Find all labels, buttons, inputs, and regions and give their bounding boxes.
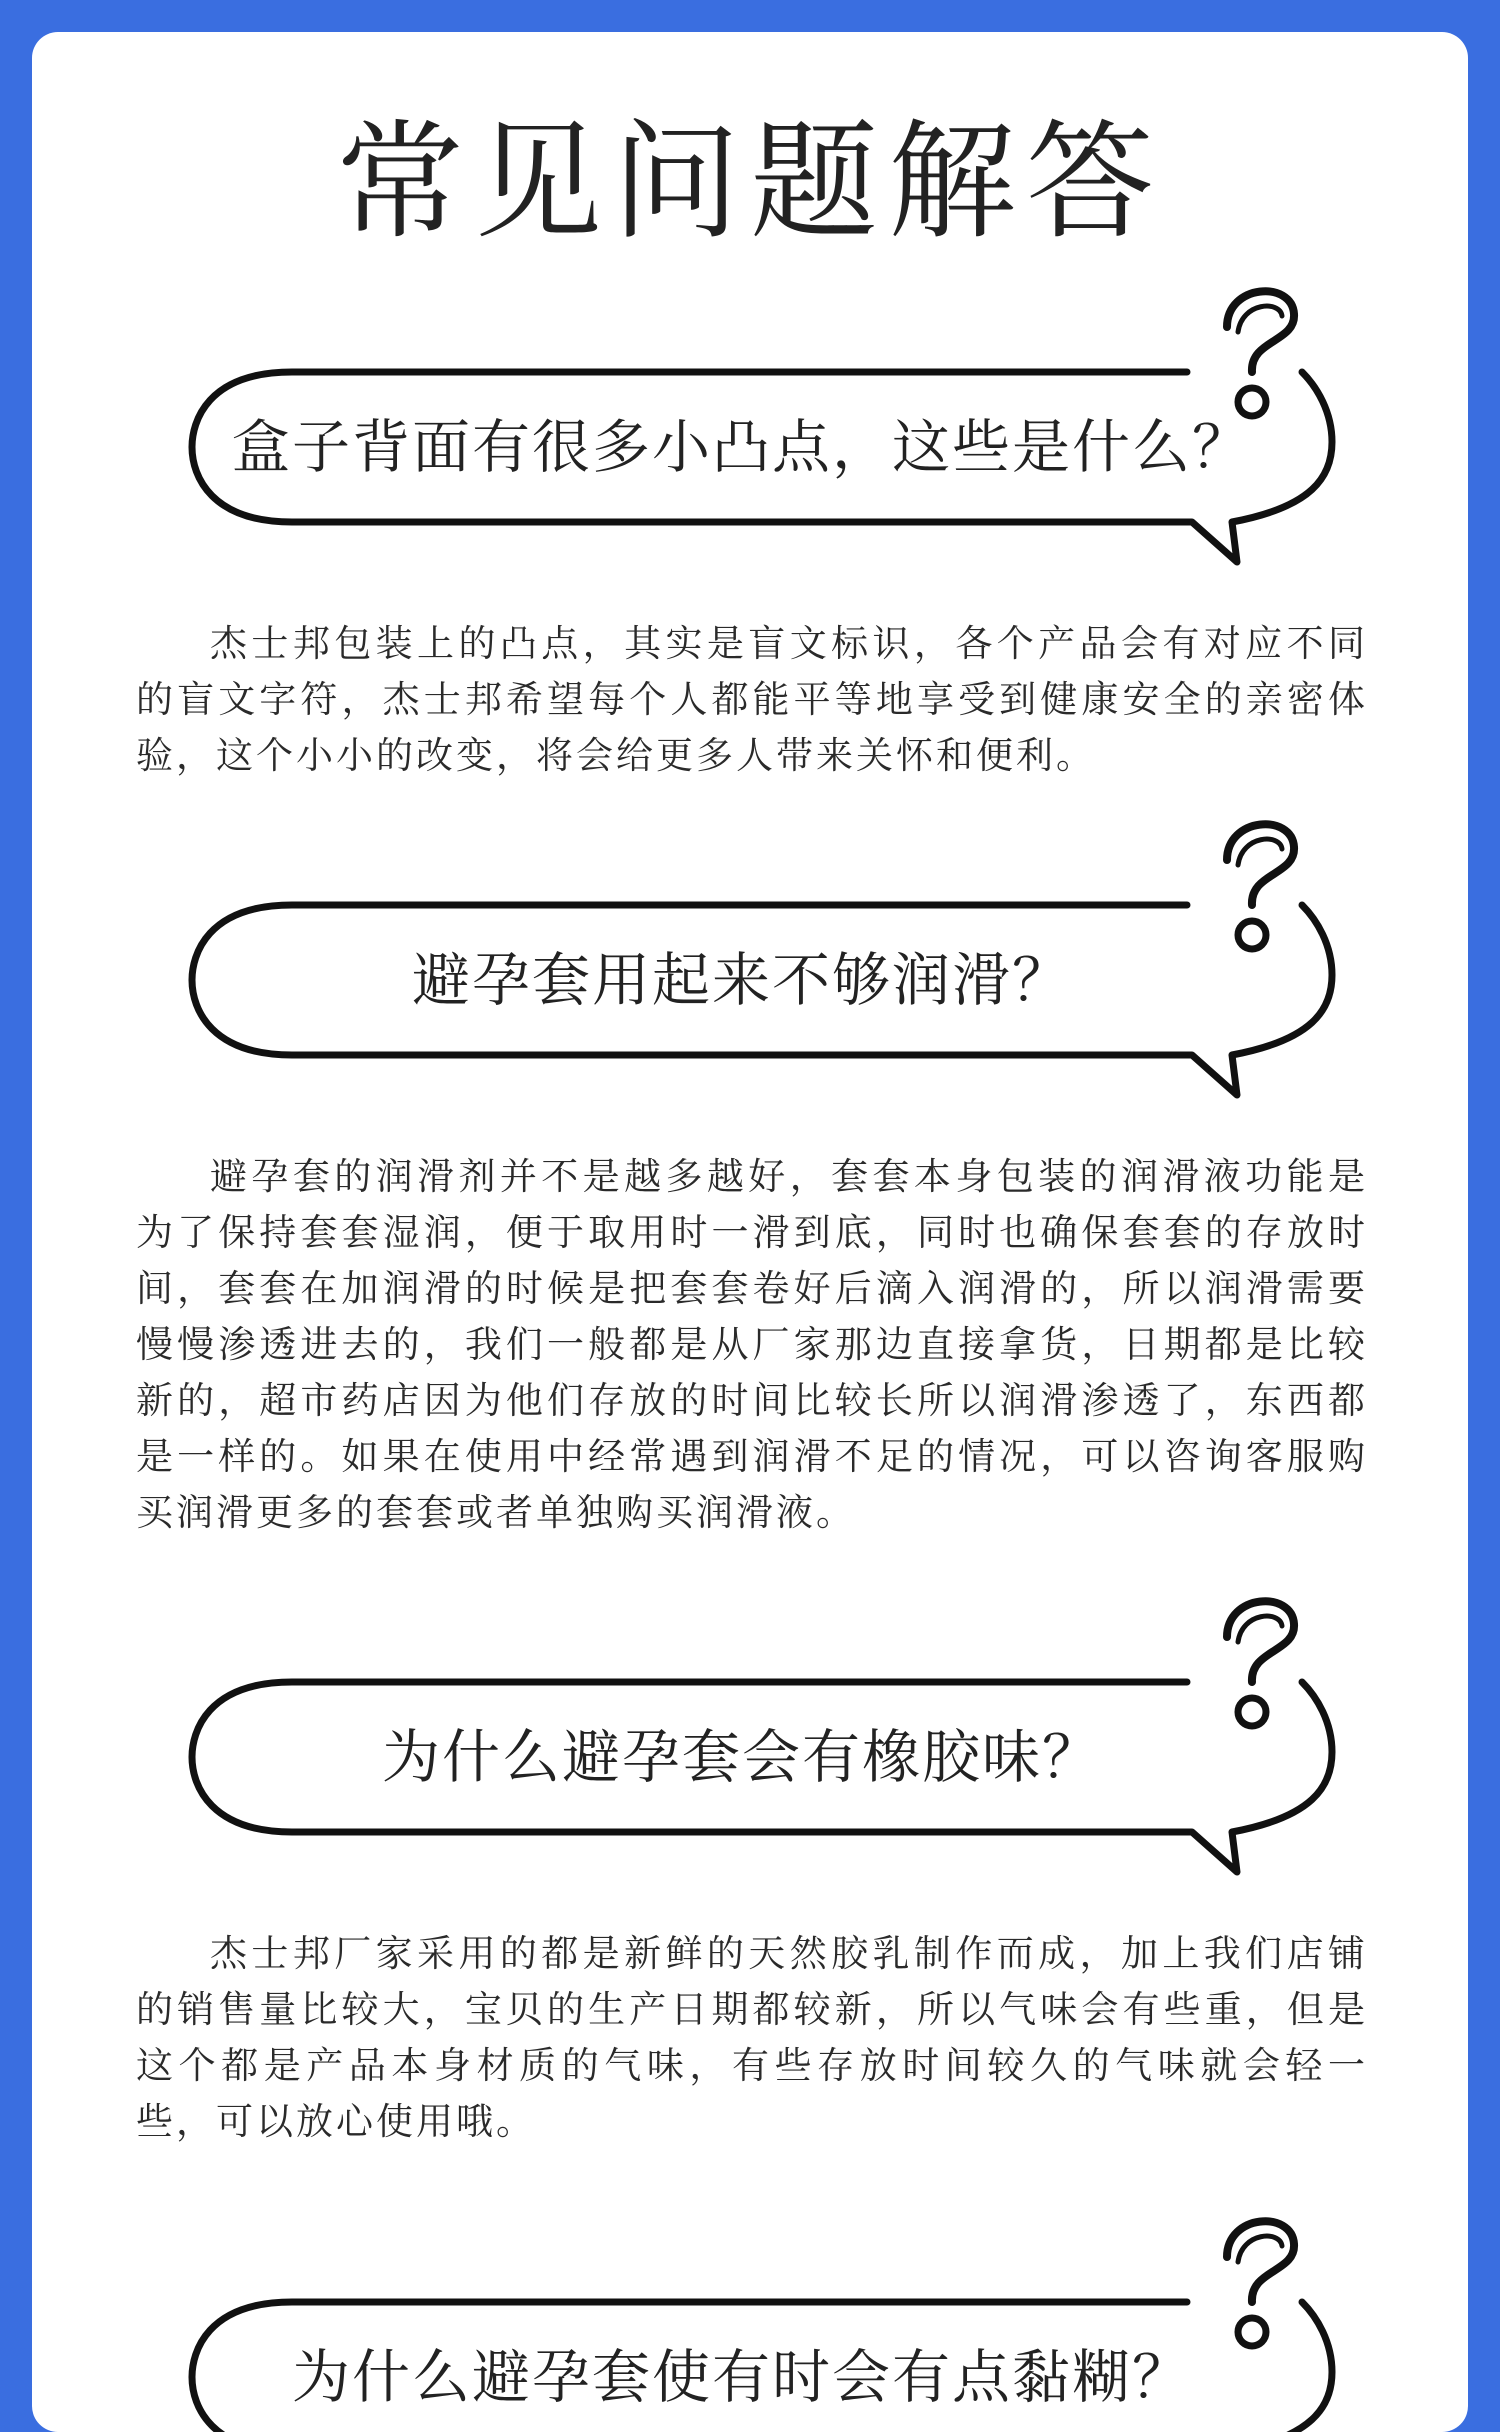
faq-question: 避孕套用起来不够润滑？ xyxy=(411,946,1072,1014)
question-mark-icon xyxy=(1227,291,1294,416)
question-mark-icon xyxy=(1227,1601,1294,1726)
speech-bubble xyxy=(152,805,1352,1065)
speech-bubble-outline xyxy=(152,272,1352,532)
faq-card xyxy=(32,32,1468,2432)
faq-answer: 杰士邦厂家采用的都是新鲜的天然胶乳制作而成，加上我们店铺的销售量比较大，宝贝的生产日期都较新，所以气味会有些重，但是这个都是产品本身材质的气味，有些存放时间较久的气味就会轻一些，可以放心使用哦。 xyxy=(136,1932,1368,2143)
faq-question: 为什么避孕套会有橡胶味？ xyxy=(381,1723,1102,1791)
page-title: 常见问题解答 xyxy=(335,108,1164,257)
question-mark-icon xyxy=(1227,2221,1294,2346)
faq-answer: 避孕套的润滑剂并不是越多越好，套套本身包装的润滑液功能是为了保持套套湿润，便于取用时一滑到底，同时也确保套套的存放时间，套套在加润滑的时候是把套套卷好后滴入润滑的，所以润滑需要慢慢渗透进去的，我们一般都是从厂家那边直接拿货，日期都是比较新的，超市药店因为他们存放的时间比较长所以润滑渗透了，东西都是一样的。如果在使用中经常遇到润滑不足的情况，可以咨询客服购买润滑更多的套套或者单独购买润滑液。 xyxy=(136,1155,1368,1534)
speech-bubble xyxy=(152,1582,1352,1842)
question-mark-icon xyxy=(1227,824,1294,949)
speech-bubble-outline xyxy=(152,805,1352,1065)
faq-question: 盒子背面有很多小凸点，这些是什么？ xyxy=(231,413,1252,481)
speech-bubble xyxy=(152,272,1352,532)
speech-bubble-outline xyxy=(152,1582,1352,1842)
faq-question: 为什么避孕套使有时会有点黏糊？ xyxy=(291,2343,1192,2411)
faq-answer: 杰士邦包装上的凸点，其实是盲文标识，各个产品会有对应不同的盲文字符，杰士邦希望每个人都能平等地享受到健康安全的亲密体验，这个小小的改变，将会给更多人带来关怀和便利。 xyxy=(136,622,1368,777)
